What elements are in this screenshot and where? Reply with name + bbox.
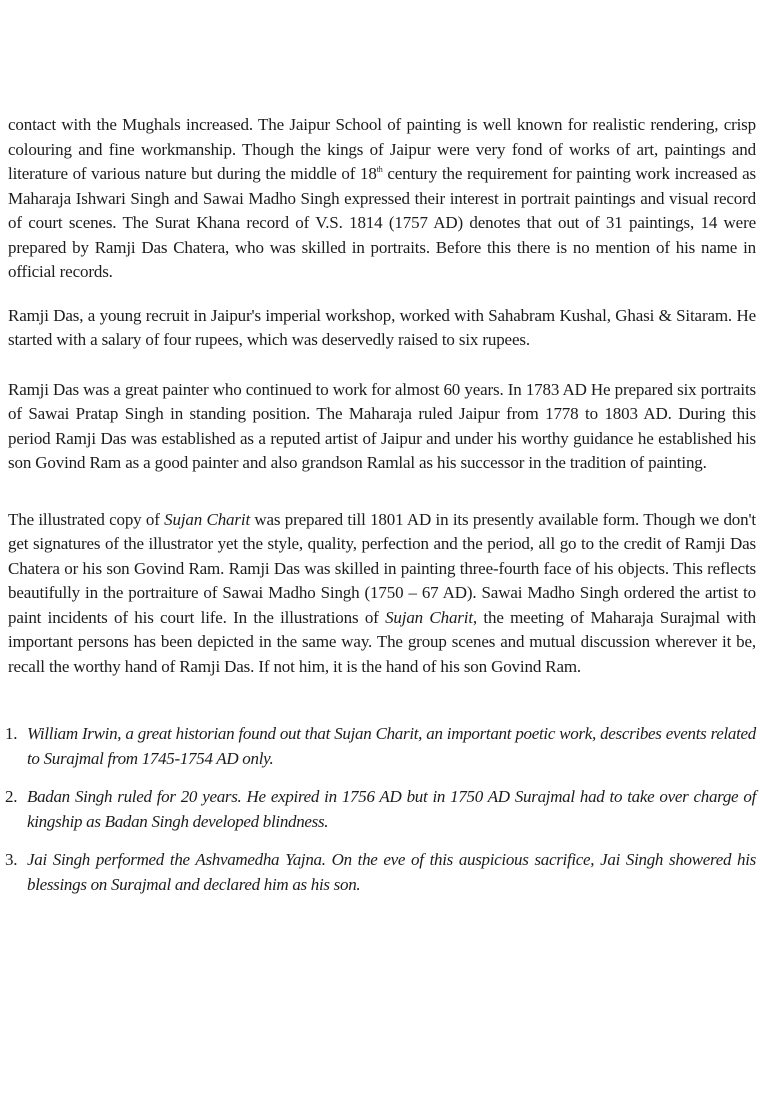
paragraph-text: The illustrated copy of bbox=[8, 509, 165, 529]
footnote-number: 1. bbox=[5, 724, 18, 743]
footnote-text: William Irwin, a great historian found out that Sujan Charit, an important poetic work, describes events related to Surajmal from 1745-1754 AD only. bbox=[27, 724, 756, 768]
footnote-text: Badan Singh ruled for 20 years. He expired in 1756 AD but in 1750 AD Surajmal had to take over charge of kingship as Badan Singh developed blindness. bbox=[27, 787, 756, 831]
book-title: Sujan Charit bbox=[385, 607, 473, 627]
paragraph-text: was prepared till 1801 AD in its presently available form. Though we don't get signatures of the illustrator yet the style, quality, perfection and the period, all go to the credit of Ramji Das Chatera or his son Govind Ram. Ramji Das was skilled in painting three-fourth face of his objects. This reflects beautifully in the portraiture of Sawai Madho Singh (1750 – 67 AD). Sawai Madho Singh ordered the artist to paint incidents of his court life. In the illustrations of bbox=[8, 509, 756, 627]
book-title: Sujan Charit bbox=[164, 509, 251, 529]
footnote-number: 2. bbox=[5, 787, 18, 806]
paragraph-text: contact with the Mughals increased. The Jaipur School of painting is well known for realistic rendering, crisp colouring and fine workmanship. Though the kings of Jaipur were very fond of works of art, paintings and literature of various nature but during the middle of 18 bbox=[8, 115, 756, 183]
ordinal-superscript: th bbox=[376, 165, 383, 174]
paragraph-ramji-das-career: Ramji Das was a great painter who continued to work for almost 60 years. In 1783 AD He prepared six portraits of Sawai Pratap Singh in standing position. The Maharaja ruled Jaipur from 1778 to 1803 AD. During this period Ramji Das was established as a reputed artist of Jaipur and under his worthy guidance he established his son Govind Ram as a good painter and also grandson Ramlal as his successor in the tradition of painting. bbox=[8, 379, 756, 472]
document-page bbox=[5, 113, 756, 897]
footnote-number: 3. bbox=[5, 850, 18, 869]
footnote bbox=[5, 848, 756, 897]
paragraph-ramji-das-recruit: Ramji Das, a young recruit in Jaipur's imperial workshop, worked with Sahabram Kushal, Ghasi & Sitaram. He started with a salary of four rupees, which was deservedly raised to six rupees. bbox=[8, 305, 756, 349]
paragraph-text: century the requirement for painting work increased as Maharaja Ishwari Singh and Sawai Madho Singh expressed their interest in portrait paintings and visual record of court scenes. The Surat Khana record of V.S. 1814 (1757 AD) denotes that out of 31 paintings, 14 were prepared by Ramji Das Chatera, who was skilled in portraits. Before this there is no mention of his name in official records. bbox=[8, 164, 756, 281]
footnote-text: Jai Singh performed the Ashvamedha Yajna. On the eve of this auspicious sacrifice, Jai Singh showered his blessings on Surajmal and declared him as his son. bbox=[27, 850, 756, 894]
paragraph-sujan-charit bbox=[8, 508, 756, 680]
footnote bbox=[5, 722, 756, 771]
footnotes-list bbox=[5, 722, 756, 897]
paragraph-jaipur-school bbox=[8, 113, 756, 285]
footnote bbox=[5, 785, 756, 834]
paragraph-text: , the meeting of Maharaja Surajmal with important persons has been depicted in the same way. The group scenes and mutual discussion wherever it be, recall the worthy hand of Ramji Das. If not him, it is the hand of his son Govind Ram. bbox=[8, 607, 756, 676]
